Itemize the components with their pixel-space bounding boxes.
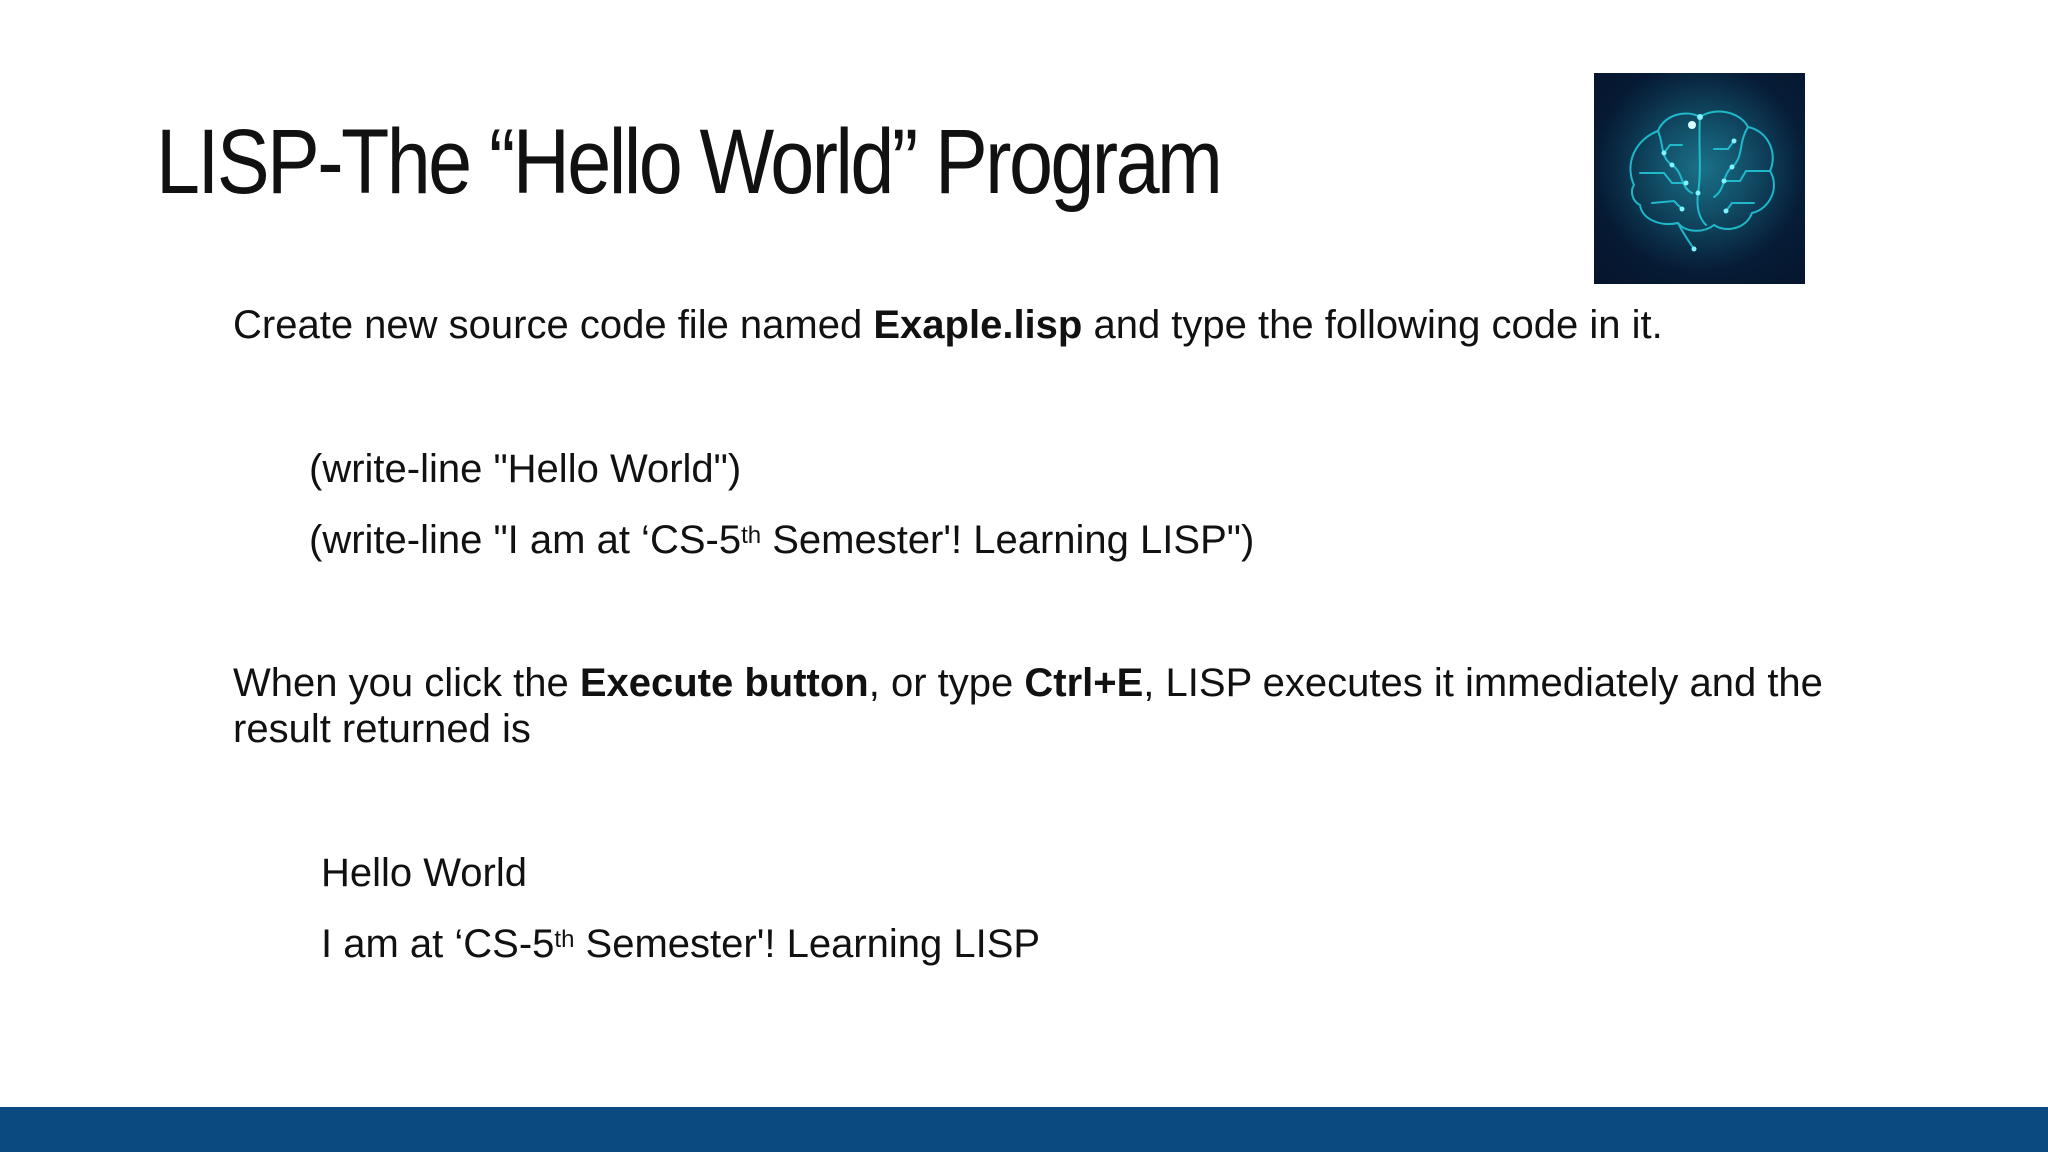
output-line-2-superscript: th: [554, 926, 575, 953]
code-line-2-superscript: th: [741, 522, 762, 549]
footer-bar: [0, 1107, 2048, 1152]
brain-circuit-graphic: [1594, 73, 1805, 284]
output-line-1: Hello World: [321, 851, 527, 895]
intro-filename: Exaple.lisp: [873, 303, 1083, 347]
slide-title: LISP-The “Hello World” Program: [156, 111, 1221, 213]
code-line-2-start: (write-line "I am at ‘CS-5: [309, 518, 742, 562]
shortcut-term: Ctrl+E: [1024, 661, 1144, 705]
intro-paragraph: [233, 302, 1663, 348]
intro-text-end: and type the following code in it.: [1082, 303, 1663, 347]
execute-paragraph: [233, 660, 1833, 752]
output-line-2-end: Semester'! Learning LISP: [574, 922, 1041, 966]
code-line-1: (write-line "Hello World"): [309, 447, 742, 491]
execute-text-2: , or type: [868, 661, 1025, 705]
output-line-2-start: I am at ‘CS-5: [321, 922, 555, 966]
intro-text-start: Create new source code file named: [233, 303, 874, 347]
output-line-2: [321, 921, 1040, 967]
brain-circuit-icon: [1594, 73, 1805, 284]
execute-button-term: Execute button: [579, 661, 869, 705]
code-line-2-end: Semester'! Learning LISP"): [761, 518, 1255, 562]
execute-text-1: When you click the: [233, 661, 580, 705]
execute-text-3: , LISP executes it immediately and the result returned is: [233, 661, 1823, 751]
code-line-2: [309, 517, 1254, 563]
